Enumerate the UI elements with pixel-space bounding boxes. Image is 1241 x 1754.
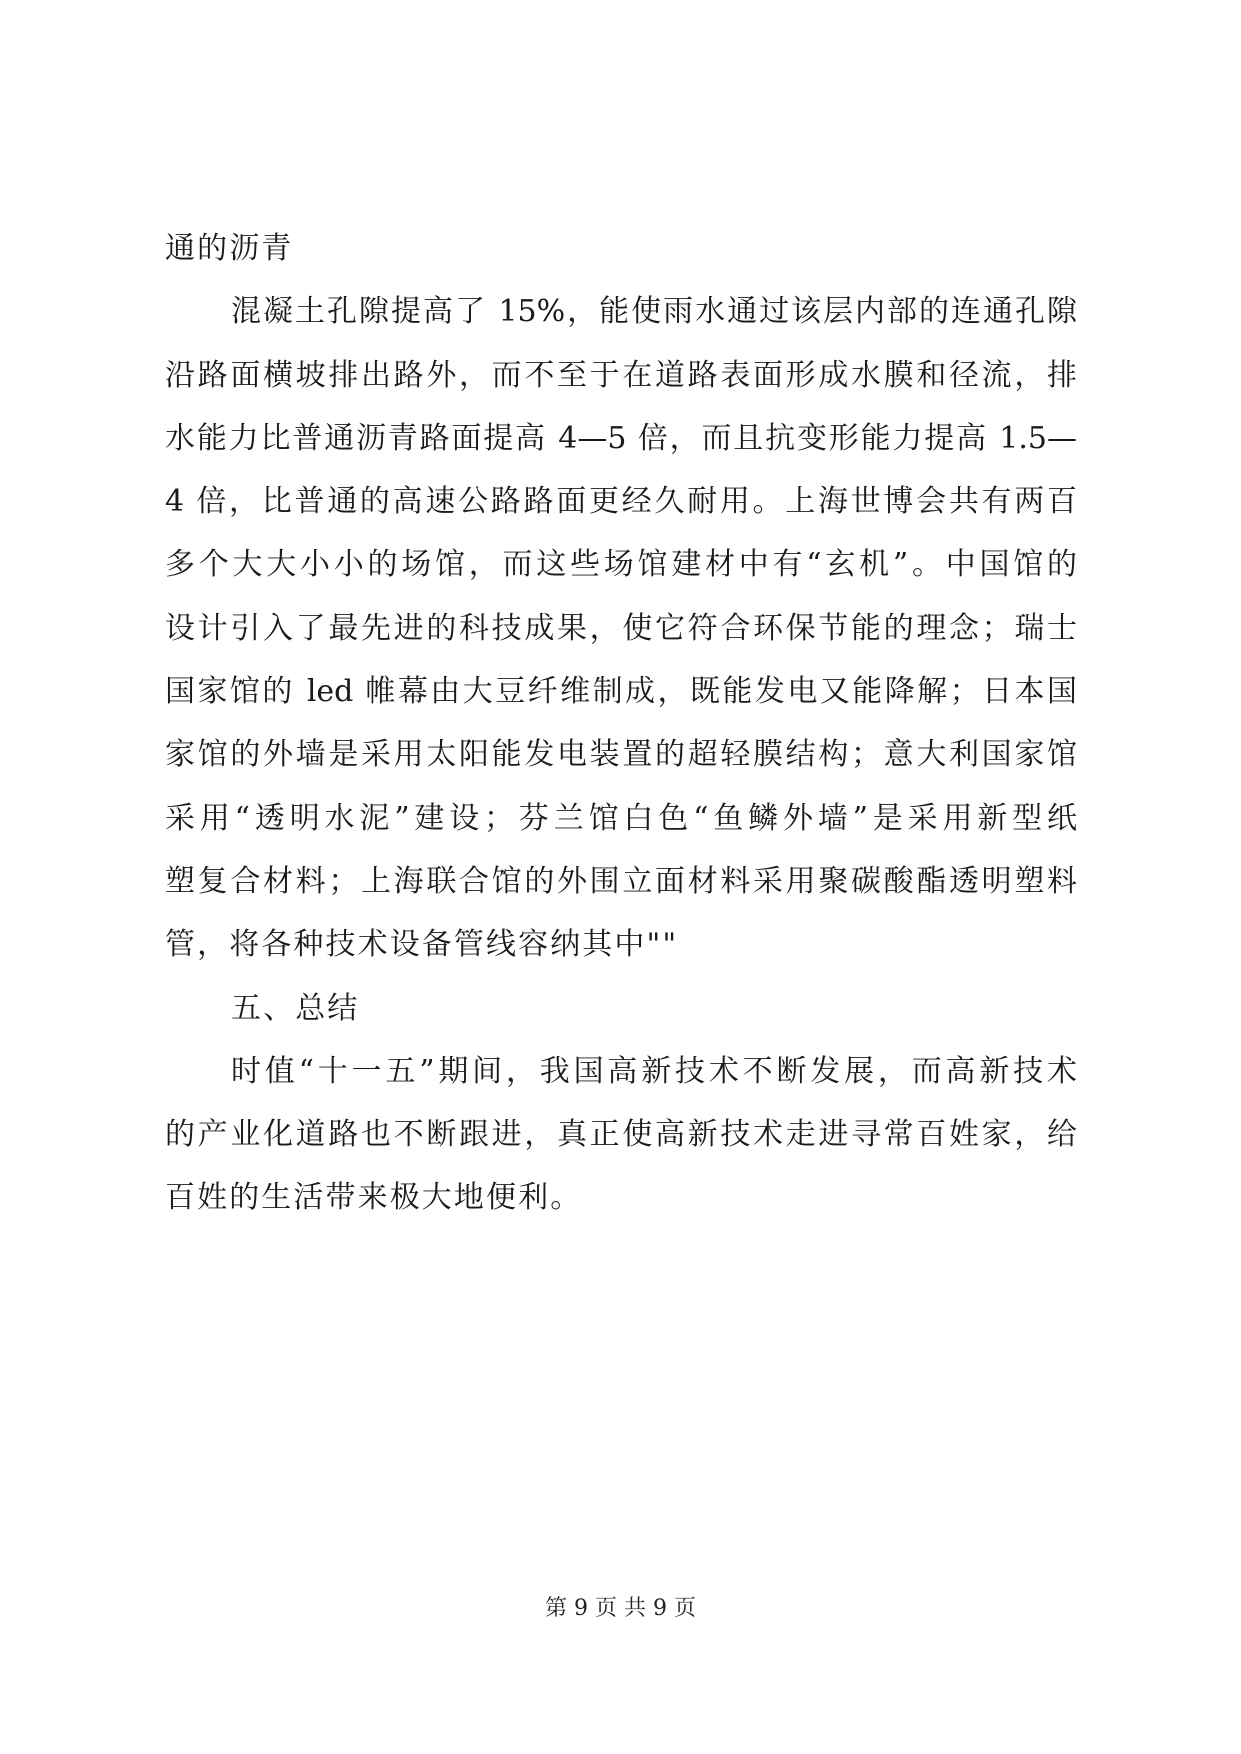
text-line: 时值“十一五”期间，我国高新技术不断发展，而高新技术 <box>231 1053 1077 1089</box>
text-line: 国家馆的 led 帷幕由大豆纤维制成，既能发电又能降解；日本国 <box>165 674 1077 710</box>
text-line: 水能力比普通沥青路面提高 4—5 倍，而且抗变形能力提高 1.5— <box>165 420 1077 456</box>
page-number-footer: 第 9 页 共 9 页 <box>545 1596 696 1621</box>
text-line: 多个大大小小的场馆，而这些场馆建材中有“玄机”。中国馆的 <box>165 547 1077 583</box>
text-line: 通的沥青 <box>165 231 294 266</box>
text-line: 混凝土孔隙提高了 15%，能使雨水通过该层内部的连通孔隙 <box>231 294 1077 330</box>
text-line: 管，将各种技术设备管线容纳其中"" <box>165 927 679 963</box>
text-line: 采用“透明水泥”建设；芬兰馆白色“鱼鳞外墙”是采用新型纸 <box>165 800 1077 836</box>
text-line: 塑复合材料；上海联合馆的外围立面材料采用聚碳酸酯透明塑料 <box>165 863 1077 899</box>
text-line: 的产业化道路也不断跟进，真正使高新技术走进寻常百姓家，给 <box>165 1117 1077 1153</box>
text-line: 4 倍，比普通的高速公路路面更经久耐用。上海世博会共有两百 <box>165 484 1077 520</box>
text-line: 家馆的外墙是采用太阳能发电装置的超轻膜结构；意大利国家馆 <box>165 737 1077 773</box>
text-line: 设计引入了最先进的科技成果，使它符合环保节能的理念；瑞士 <box>165 610 1077 646</box>
document-body <box>165 217 1077 1230</box>
section-heading: 五、总结 <box>231 990 360 1026</box>
text-line: 沿路面横坡排出路外，而不至于在道路表面形成水膜和径流，排 <box>165 357 1077 393</box>
text-line: 百姓的生活带来极大地便利。 <box>165 1180 583 1216</box>
